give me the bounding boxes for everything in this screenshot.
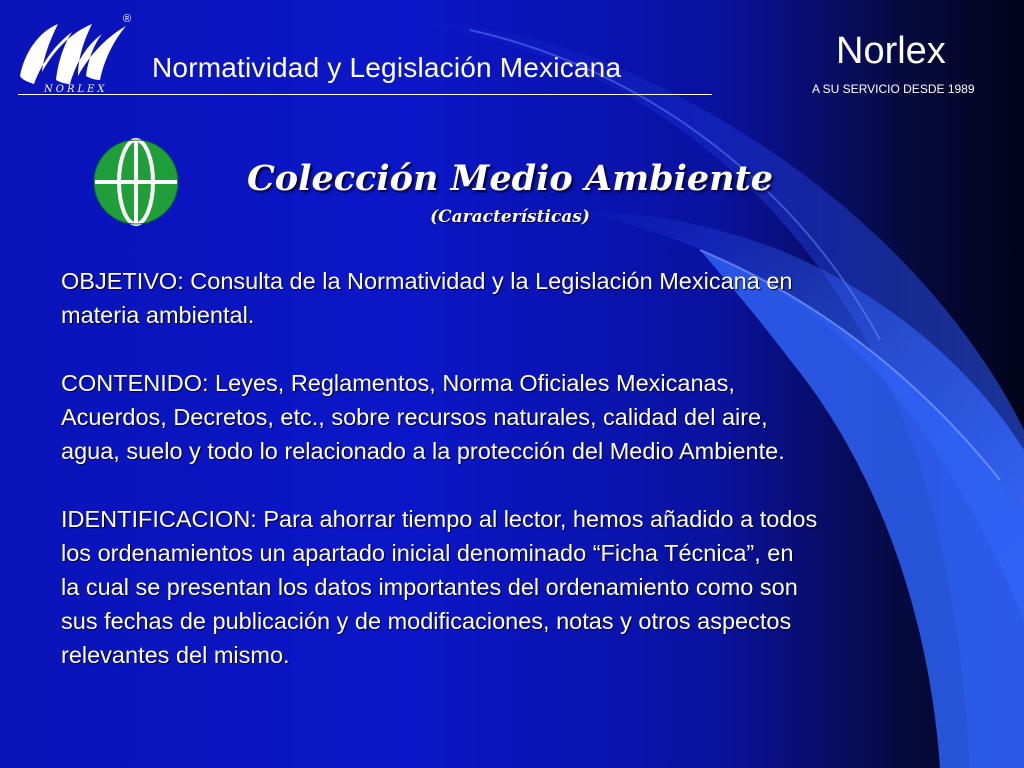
text-line: relevantes del mismo.	[61, 642, 290, 668]
text-line: OBJETIVO: Consulta de la Normatividad y la Legislación Mexicana en	[61, 268, 793, 294]
text-line: la cual se presentan los datos importantes del ordenamiento como son	[61, 574, 798, 600]
paragraph-identificacion	[61, 502, 991, 672]
section-subtitle: (Características)	[430, 207, 590, 227]
text-line: agua, suelo y todo lo relacionado a la protección del Medio Ambiente.	[61, 438, 785, 464]
norlex-logo	[14, 14, 134, 96]
paragraph-objetivo	[61, 264, 991, 332]
paragraph-contenido	[61, 366, 991, 468]
header-title: Normatividad y Legislación Mexicana	[152, 52, 622, 83]
text-line: IDENTIFICACION: Para ahorrar tiempo al lector, hemos añadido a todos	[61, 506, 818, 532]
content-body	[61, 264, 991, 672]
globe-icon	[92, 138, 180, 226]
registered-mark: ®	[123, 13, 132, 25]
svg-text:NORLEX: NORLEX	[44, 84, 108, 95]
brand-tagline: A SU SERVICIO DESDE 1989	[812, 82, 975, 96]
text-line: materia ambiental.	[61, 302, 255, 328]
section-title: Colección Medio Ambiente	[246, 158, 774, 199]
text-line: Acuerdos, Decretos, etc., sobre recursos naturales, calidad del aire,	[61, 404, 768, 430]
text-line: los ordenamientos un apartado inicial denominado “Ficha Técnica”, en	[61, 540, 794, 566]
header-divider	[18, 94, 712, 95]
text-line: sus fechas de publicación y de modificaciones, notas y otros aspectos	[61, 608, 792, 634]
text-line: CONTENIDO: Leyes, Reglamentos, Norma Oficiales Mexicanas,	[61, 370, 735, 396]
brand-name: Norlex	[836, 30, 946, 72]
